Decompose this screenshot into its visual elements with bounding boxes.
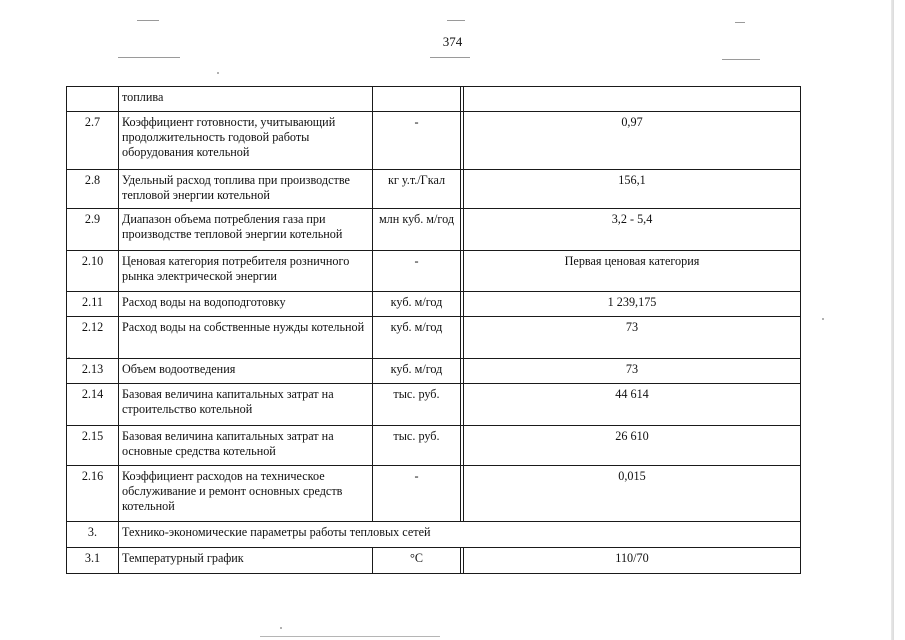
parameter-value: 110/70 — [464, 548, 801, 574]
scan-artifact — [822, 318, 824, 320]
parameter-unit: - — [373, 251, 461, 292]
table-row — [67, 384, 801, 426]
parameter-name: Диапазон объема потребления газа при производстве тепловой энергии котельной — [119, 209, 373, 251]
table-row — [67, 87, 801, 112]
parameter-name: Коэффициент готовности, учитывающий продолжительность годовой работы оборудования котельной — [119, 112, 373, 170]
parameters-table — [66, 86, 801, 574]
parameter-name: Удельный расход топлива при производстве тепловой энергии котельной — [119, 170, 373, 209]
scan-artifact — [280, 627, 282, 629]
row-number: 2.9 — [67, 209, 119, 251]
parameter-name: Коэффициент расходов на техническое обслуживание и ремонт основных средств котельной — [119, 466, 373, 522]
table-row — [67, 466, 801, 522]
table-row — [67, 112, 801, 170]
parameter-unit: тыс. руб. — [373, 384, 461, 426]
parameter-name: Объем водоотведения — [119, 359, 373, 384]
parameter-unit: млн куб. м/год — [373, 209, 461, 251]
table-row — [67, 426, 801, 466]
scan-artifact — [722, 59, 760, 60]
parameter-name: Базовая величина капитальных затрат на строительство котельной — [119, 384, 373, 426]
row-number: 2.11 — [67, 292, 119, 317]
parameter-name: Ценовая категория потребителя розничного рынка электрической энергии — [119, 251, 373, 292]
parameter-unit: - — [373, 112, 461, 170]
section-number: 3. — [67, 522, 119, 548]
parameter-value: 44 614 — [464, 384, 801, 426]
row-number: 2.14 — [67, 384, 119, 426]
section-title: Технико-экономические параметры работы тепловых сетей — [119, 522, 801, 548]
scan-artifact — [137, 20, 159, 21]
row-number: 2.13 — [67, 359, 119, 384]
row-number — [67, 87, 119, 112]
row-number: 3.1 — [67, 548, 119, 574]
table-row — [67, 170, 801, 209]
table-row — [67, 359, 801, 384]
parameter-unit: куб. м/год — [373, 317, 461, 359]
page-number: 374 — [442, 34, 463, 49]
parameter-unit: - — [373, 466, 461, 522]
parameter-name: Температурный график — [119, 548, 373, 574]
parameter-unit: куб. м/год — [373, 359, 461, 384]
scan-artifact — [735, 22, 745, 23]
table-row — [67, 292, 801, 317]
parameter-unit: тыс. руб. — [373, 426, 461, 466]
parameter-value: 1 239,175 — [464, 292, 801, 317]
parameter-name: топлива — [119, 87, 373, 112]
scan-artifact — [217, 72, 219, 74]
parameter-value: Первая ценовая категория — [464, 251, 801, 292]
parameter-value: 3,2 - 5,4 — [464, 209, 801, 251]
parameter-unit: °C — [373, 548, 461, 574]
scan-artifact — [260, 636, 440, 637]
scan-artifact — [118, 57, 180, 58]
parameter-unit — [373, 87, 461, 112]
row-number: 2.8 — [67, 170, 119, 209]
row-number: 2.10 — [67, 251, 119, 292]
row-number: 2.12 — [67, 317, 119, 359]
table-row — [67, 548, 801, 574]
row-number: 2.16 — [67, 466, 119, 522]
scan-edge-shadow — [891, 0, 894, 640]
parameter-value — [464, 87, 801, 112]
parameter-value: 0,015 — [464, 466, 801, 522]
section-row — [67, 522, 801, 548]
parameter-name: Базовая величина капитальных затрат на основные средства котельной — [119, 426, 373, 466]
parameter-value: 73 — [464, 317, 801, 359]
scan-artifact — [447, 20, 465, 21]
parameter-value: 156,1 — [464, 170, 801, 209]
parameter-name: Расход воды на водоподготовку — [119, 292, 373, 317]
table-row — [67, 317, 801, 359]
table-row — [67, 251, 801, 292]
parameter-value: 73 — [464, 359, 801, 384]
scan-artifact — [430, 57, 470, 58]
parameter-unit: кг у.т./Гкал — [373, 170, 461, 209]
table-row — [67, 209, 801, 251]
parameter-value: 26 610 — [464, 426, 801, 466]
row-number: 2.15 — [67, 426, 119, 466]
parameter-unit: куб. м/год — [373, 292, 461, 317]
row-number: 2.7 — [67, 112, 119, 170]
parameter-name: Расход воды на собственные нужды котельной — [119, 317, 373, 359]
parameter-value: 0,97 — [464, 112, 801, 170]
